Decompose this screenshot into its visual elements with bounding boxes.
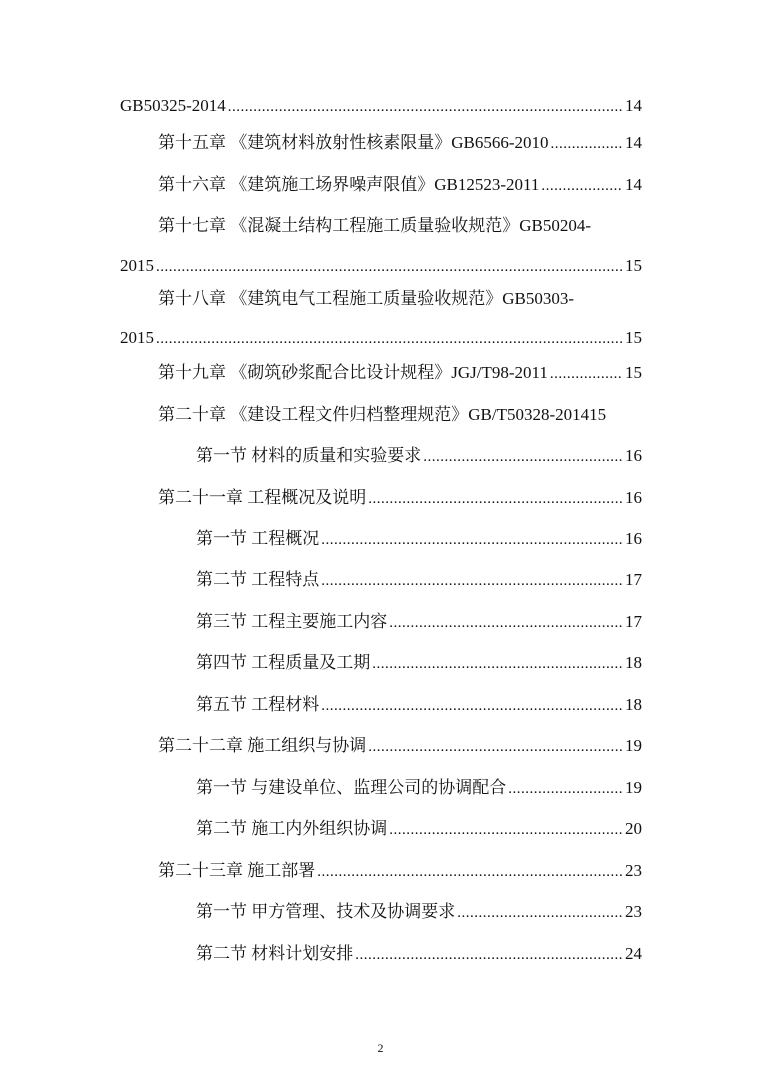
toc-entry-page: 18	[625, 695, 642, 714]
toc-leader-dots	[389, 817, 622, 842]
page-number: 2	[377, 1041, 384, 1055]
toc-entry-continuation[interactable]	[120, 326, 642, 350]
toc-leader-dots	[228, 94, 622, 119]
toc-entry[interactable]	[196, 651, 642, 675]
toc-entry-page: 17	[625, 612, 642, 631]
toc-entry[interactable]	[196, 776, 642, 800]
toc-entry-page: 14	[625, 96, 642, 115]
toc-entry-label: 第五节 工程材料	[196, 695, 320, 714]
toc-entry-page: 19	[625, 736, 642, 755]
toc-leader-dots	[423, 444, 622, 469]
toc-entry-label: 第十七章 《混凝土结构工程施工质量验收规范》GB50204-	[158, 216, 592, 235]
toc-entry-page: 23	[625, 902, 642, 921]
toc-leader-dots	[368, 486, 622, 511]
toc-entry-label: 2015	[120, 328, 154, 347]
toc-entry-page: 16	[625, 529, 642, 548]
toc-entry-label: 第一节 与建设单位、监理公司的协调配合	[196, 778, 507, 797]
toc-entry[interactable]	[196, 942, 642, 966]
toc-leader-dots	[372, 651, 622, 676]
toc-entry-label: 第十六章 《建筑施工场界噪声限值》GB12523-2011	[158, 175, 540, 194]
toc-leader-dots	[156, 326, 622, 351]
toc-entry[interactable]	[120, 94, 642, 118]
toc-leader-dots	[321, 693, 622, 718]
toc-entry-label: 第二节 施工内外组织协调	[196, 819, 388, 838]
toc-entry-label: 第十五章 《建筑材料放射性核素限量》GB6566-2010	[158, 133, 549, 152]
toc-entry[interactable]	[196, 817, 642, 841]
toc-entry[interactable]	[158, 403, 642, 427]
toc-entry-label: 第三节 工程主要施工内容	[196, 612, 388, 631]
toc-entry-label: GB50325-2014	[120, 96, 226, 115]
toc-leader-dots	[368, 734, 622, 759]
toc-entry-label: 第一节 甲方管理、技术及协调要求	[196, 902, 456, 921]
toc-entry[interactable]	[158, 214, 642, 238]
toc-entry-page: 15	[625, 328, 642, 347]
toc-entry[interactable]	[158, 287, 642, 311]
toc-entry-page: 20	[625, 819, 642, 838]
toc-leader-dots	[541, 173, 622, 198]
toc-entry-label: 第二十章 《建设工程文件归档整理规范》GB/T50328-201415	[158, 405, 607, 424]
toc-entry[interactable]	[196, 610, 642, 634]
toc-entry-label: 第一节 工程概况	[196, 529, 320, 548]
toc-entry[interactable]	[196, 568, 642, 592]
toc-entry-label: 第二十三章 施工部署	[158, 861, 316, 880]
toc-entry[interactable]	[158, 734, 642, 758]
toc-entry-label: 第一节 材料的质量和实验要求	[196, 446, 422, 465]
toc-leader-dots	[317, 859, 622, 884]
toc-entry-page: 14	[625, 133, 642, 152]
toc-entry-page: 16	[625, 446, 642, 465]
toc-entry[interactable]	[196, 444, 642, 468]
toc-entry[interactable]	[196, 527, 642, 551]
toc-entry-label: 第二十一章 工程概况及说明	[158, 488, 367, 507]
toc-entry-label: 第二十二章 施工组织与协调	[158, 736, 367, 755]
toc-entry-label: 第二节 材料计划安排	[196, 944, 354, 963]
toc-leader-dots	[389, 610, 622, 635]
toc-entry[interactable]	[196, 693, 642, 717]
toc-leader-dots	[321, 527, 622, 552]
toc-entry-page: 24	[625, 944, 642, 963]
toc-entry-page: 17	[625, 570, 642, 589]
toc-leader-dots	[355, 942, 622, 967]
toc-entry-page: 15	[625, 363, 642, 382]
toc-entry-page: 19	[625, 778, 642, 797]
toc-entry[interactable]	[158, 859, 642, 883]
toc-entry-page: 23	[625, 861, 642, 880]
toc-leader-dots	[457, 900, 622, 925]
toc-entry-page: 14	[625, 175, 642, 194]
toc-leader-dots	[551, 131, 622, 156]
toc-entry-label: 第十九章 《砌筑砂浆配合比设计规程》JGJ/T98-2011	[158, 363, 548, 382]
toc-entry-page: 16	[625, 488, 642, 507]
toc-leader-dots	[156, 254, 622, 279]
toc-entry-label: 第十八章 《建筑电气工程施工质量验收规范》GB50303-	[158, 289, 575, 308]
toc-entry[interactable]	[196, 900, 642, 924]
toc-entry-label: 2015	[120, 256, 154, 275]
toc-leader-dots	[550, 361, 622, 386]
toc-entry-label: 第二节 工程特点	[196, 570, 320, 589]
toc-entry[interactable]	[158, 131, 642, 155]
toc-entry-page: 15	[625, 256, 642, 275]
toc-entry-continuation[interactable]	[120, 254, 642, 278]
toc-entry-page: 18	[625, 653, 642, 672]
toc-entry[interactable]	[158, 361, 642, 385]
toc-leader-dots	[508, 776, 622, 801]
toc-entry[interactable]	[158, 173, 642, 197]
toc-entry[interactable]	[158, 486, 642, 510]
toc-leader-dots	[321, 568, 622, 593]
toc-entry-label: 第四节 工程质量及工期	[196, 653, 371, 672]
